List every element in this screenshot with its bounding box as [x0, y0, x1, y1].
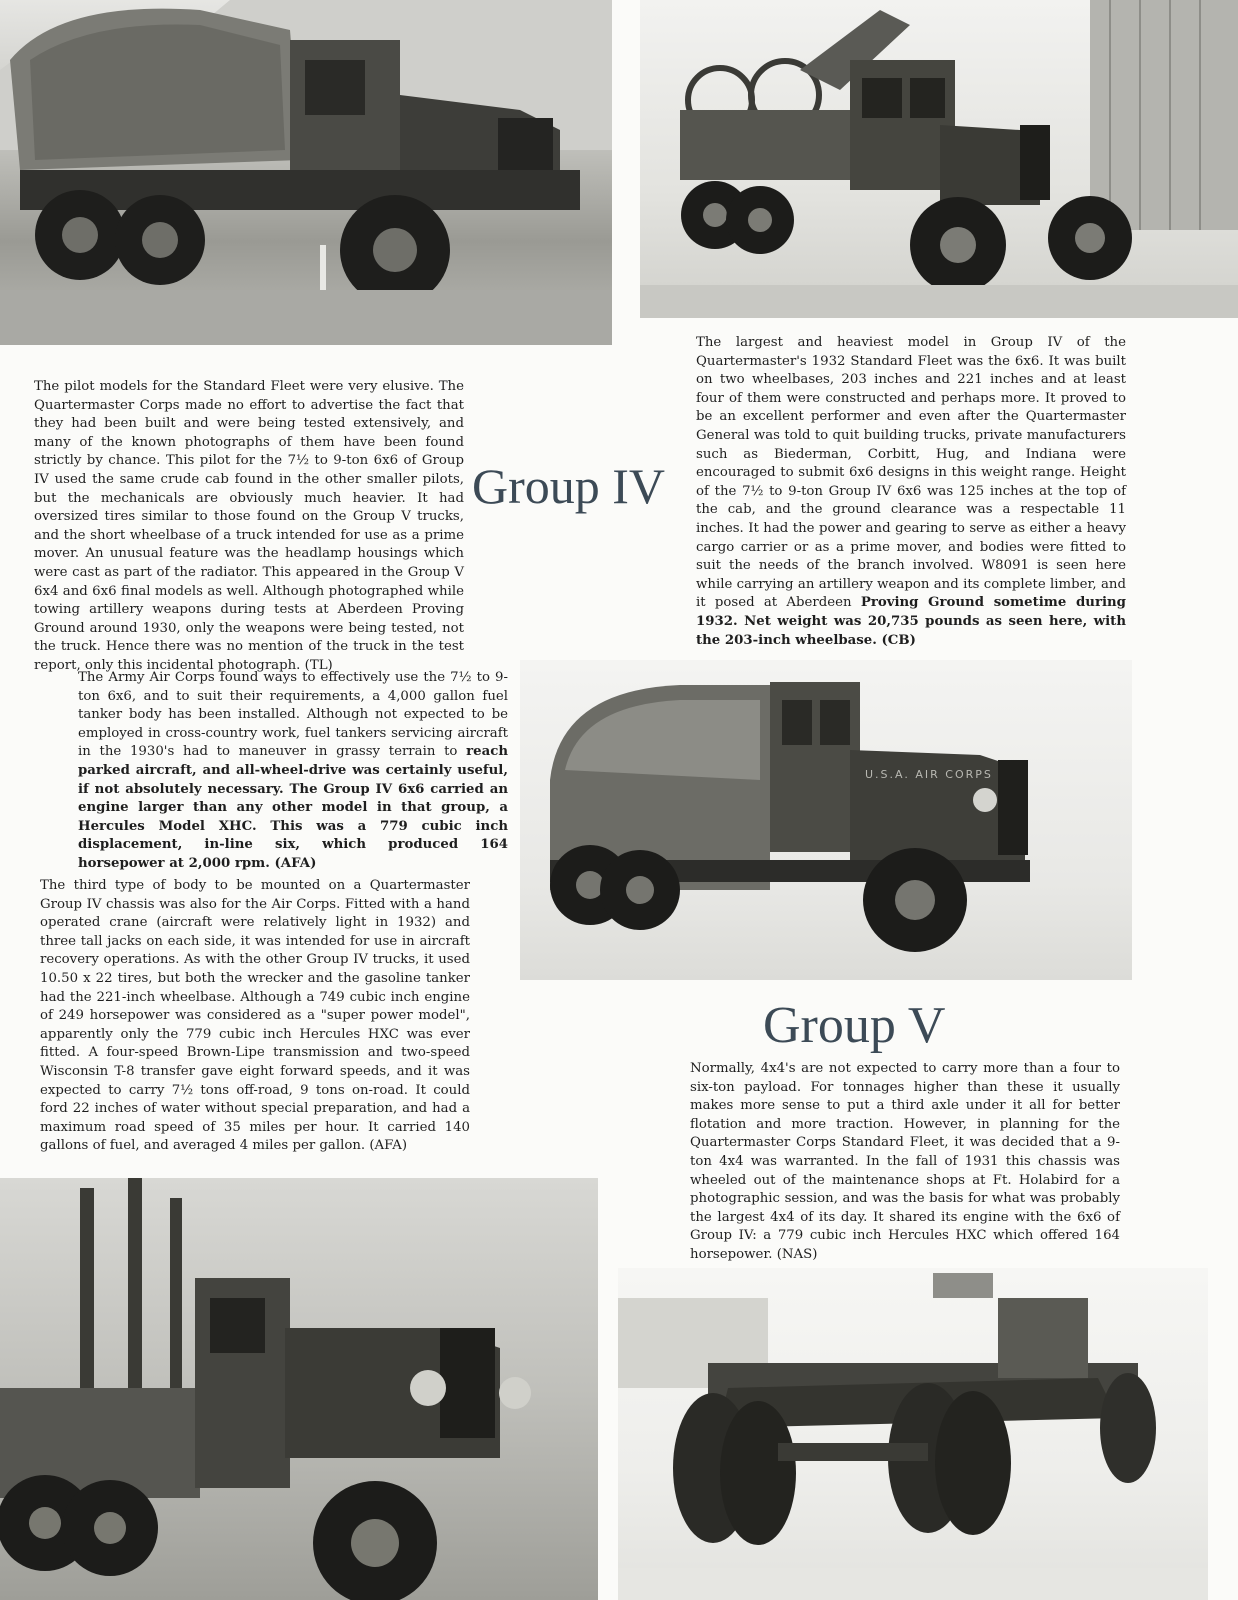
caption-pilot-6x6: The pilot models for the Standard Fleet were very elusive. The Quartermaster Corps made no effort to advertise the fact that they had been built and were being tested extensively, and many of the known photographs of them have been found strictly by chance. This pilot for the 7½ to 9-ton 6x6 of Group IV used the same crude cab found in the other smaller pilots, but the mechanicals are obviously much heavier. It had oversized tires similar to those found on the Group V trucks, and the short wheelbase of a truck intended for use as a prime mover. An unusual feature was the headlamp housings which were cast as part of the radiator. This appeared in the Group V 6x4 and 6x6 final models as well. Although photographed while towing artillery weapons during tests at Aberdeen Proving Ground around 1930, only the weapons were being tested, not the truck. Hence there was no mention of the truck in the test report, only this incidental photograph. (TL) [34, 379, 464, 673]
photo-group-v-4x4-chassis [618, 1268, 1208, 1600]
photo-pilot-6x6-tarp [0, 0, 612, 345]
truck-illustration [520, 660, 1132, 980]
heading-group-v: Group V [763, 997, 946, 1054]
tanker-marking-text: U.S.A. AIR CORPS [865, 768, 993, 781]
truck-illustration [640, 0, 1238, 318]
caption-air-corps-tanker-text: The Army Air Corps found ways to effectively use the 7½ to 9-ton 6x6, and to suit their requirements, a 4,000 gallon fuel tanker body has been installed. Although not expected to be employed in cross-country work, fuel tankers servicing aircraft in the 1930's had to maneuver in grassy terrain to [78, 670, 508, 760]
photo-air-corps-fuel-tanker [520, 660, 1132, 980]
truck-illustration [0, 0, 612, 345]
photo-air-corps-wrecker [0, 1178, 598, 1600]
caption-air-corps-tanker-bold-text: reach parked aircraft, and all-wheel-drive was certainly useful, if not absolutely necessary. The Group IV 6x6 carried an engine larger than any other model in that group, a Hercules Model XHC. This was a 779 cubic inch displacement, in-line six, which produced 164 horsepower at 2,000 rpm. (AFA) [78, 744, 508, 871]
truck-illustration [0, 1178, 598, 1600]
caption-largest-heaviest-text: The largest and heaviest model in Group IV of the Quartermaster's 1932 Standard Fleet was the 6x6. It was built on two wheelbases, 203 inches and 221 inches and at least four of them were constructed and perhaps more. It proved to be an excellent performer and even after the Quartermaster General was told to quit building trucks, private manufacturers such as Biederman, Corbitt, Hug, and Indiana were encouraged to submit 6x6 designs in this weight range. Height of the 7½ to 9-ton Group IV 6x6 was 125 inches at the top of the cab, and the ground clearance was a respectable 11 inches. It had the power and gearing to serve as either a heavy cargo carrier or as a prime mover, and bodies were fitted to suit the needs of the branch involved. W8091 is seen here while carrying an artillery weapon and its complete limber, and it posed at Aberdeen [696, 335, 1126, 611]
caption-air-corps-tanker [78, 669, 508, 874]
photo-w8091-cargo-truck [640, 0, 1238, 318]
caption-largest-heaviest-bold-text: Proving Ground sometime during 1932. Net weight was 20,735 pounds as seen here, with the 203-inch wheelbase. (CB) [696, 595, 1126, 648]
caption-group-v-4x4: Normally, 4x4's are not expected to carry more than a four to six-ton payload. For tonnages higher than these it usually makes more sense to put a third axle under it all for better flotation and more traction. However, in planning for the Quartermaster Corps Standard Fleet, it was decided that a 9-ton 4x4 was warranted. In the fall of 1931 this chassis was wheeled out of the maintenance shops at Ft. Holabird for a photographic session, and was the basis for what was probably the largest 4x4 of its day. It shared its engine with the 6x6 of Group IV: a 779 cubic inch Hercules HXC which offered 164 horsepower. (NAS) [690, 1061, 1120, 1262]
caption-wrecker-body: The third type of body to be mounted on a Quartermaster Group IV chassis was also for the Air Corps. Fitted with a hand operated crane (aircraft were relatively light in 1932) and three tall jacks on each side, it was intended for use in aircraft recovery operations. As with the other Group IV trucks, it used 10.50 x 22 tires, but both the wrecker and the gasoline tanker had the 221-inch wheelbase. Although a 749 cubic inch engine of 249 horsepower was considered as a "super power model", apparently only the 779 cubic inch Hercules HXC was ever fitted. A four-speed Brown-Lipe transmission and two-speed Wisconsin T-8 transfer gave eight forward speeds, and it was expected to carry 7½ tons off-road, 9 tons on-road. It could ford 22 inches of water without special preparation, and had a maximum road speed of 35 miles per hour. It carried 140 gallons of fuel, and averaged 4 miles per gallon. (AFA) [40, 878, 470, 1154]
heading-group-iv: Group IV [472, 458, 666, 514]
caption-largest-heaviest-6x6 [696, 334, 1126, 650]
truck-illustration [618, 1268, 1208, 1600]
